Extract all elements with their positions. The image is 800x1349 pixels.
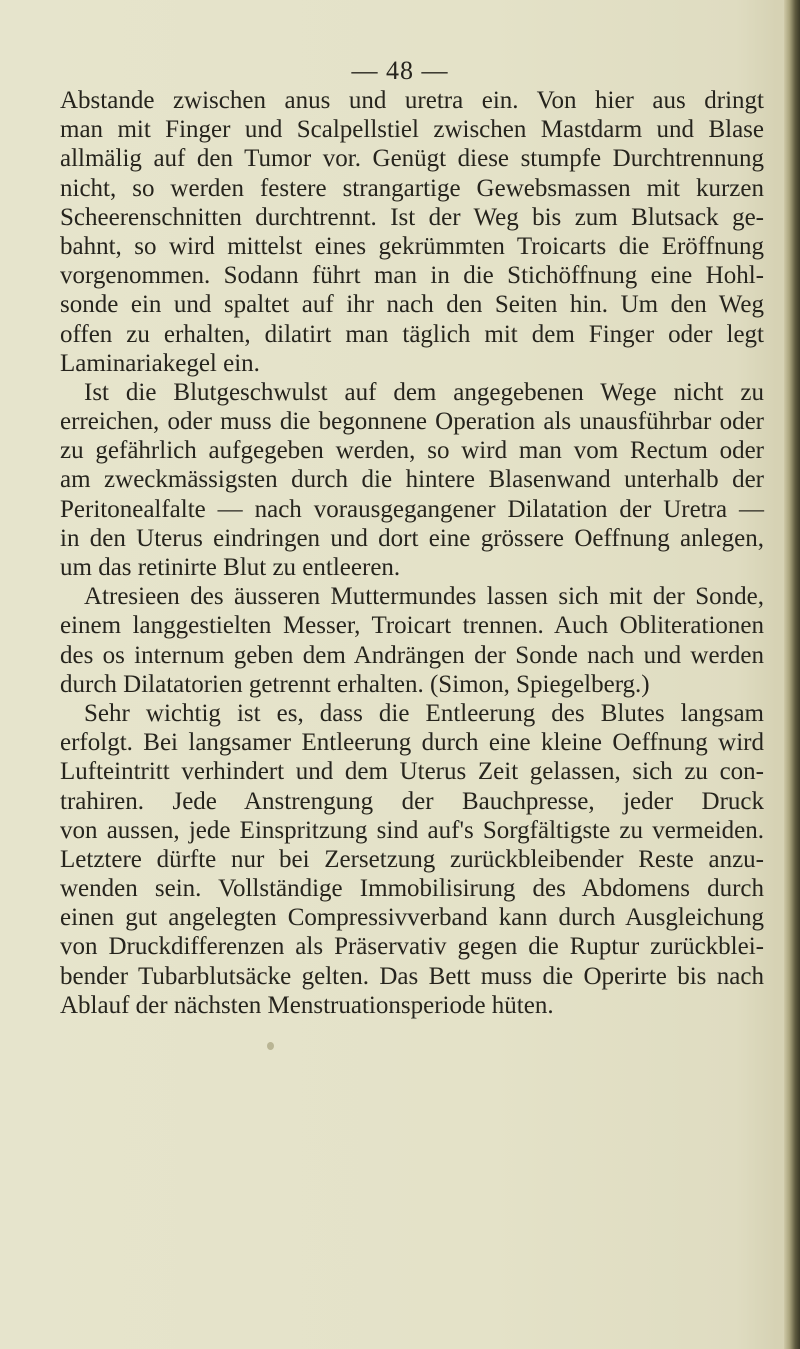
paper-stain — [267, 1042, 274, 1050]
text-line: erfolgt. Bei langsamer Entleerung durch eine kleine Oeffnung wird — [60, 729, 764, 757]
page-edge — [784, 0, 800, 1349]
text-line: des os internum geben dem Andrängen der Sonde nach und werden — [60, 641, 764, 669]
text-line: vorgenommen. Sodann führt man in die Stichöffnung eine Hohl- — [60, 262, 764, 290]
text-line: Sehr wichtig ist es, dass die Entleerung des Blutes langsam — [84, 699, 764, 727]
body-text — [60, 86, 764, 1020]
text-line: einen gut angelegten Compressivverband kann durch Ausgleichung — [60, 904, 764, 932]
text-line: von Druckdifferenzen als Präservativ gegen die Ruptur zurückblei- — [60, 933, 764, 961]
text-line: Ist die Blutgeschwulst auf dem angegebenen Wege nicht zu — [84, 378, 764, 406]
text-line: bahnt, so wird mittelst eines gekrümmten Troicarts die Eröffnung — [60, 232, 764, 260]
text-line: Ablauf der nächsten Menstruationsperiode hüten. — [60, 991, 554, 1019]
text-line: wenden sein. Vollständige Immobilisirung des Abdomens durch — [60, 875, 764, 903]
text-line: Peritonealfalte — nach vorausgegangener Dilatation der Uretra — — [60, 495, 764, 523]
text-line: Lufteintritt verhindert und dem Uterus Zeit gelassen, sich zu con- — [60, 758, 764, 786]
text-line: zu gefährlich aufgegeben werden, so wird man vom Rectum oder — [60, 437, 764, 465]
text-line: um das retinirte Blut zu entleeren. — [60, 554, 401, 581]
text-line: am zweckmässigsten durch die hintere Blasenwand unterhalb der — [60, 466, 764, 494]
text-line: Scheerenschnitten durchtrennt. Ist der Weg bis zum Blutsack ge- — [60, 203, 764, 231]
text-line: von aussen, jede Einspritzung sind auf's Sorgfältigste zu vermeiden. — [60, 816, 764, 844]
text-line: sonde ein und spaltet auf ihr nach den Seiten hin. Um den Weg — [60, 291, 764, 319]
text-line: Abstande zwischen anus und uretra ein. Von hier aus dringt — [60, 87, 764, 114]
text-line: allmälig auf den Tumor vor. Genügt diese stumpfe Durchtrennung — [60, 145, 764, 173]
text-line: durch Dilatatorien getrennt erhalten. (Simon, Spiegelberg.) — [60, 670, 650, 698]
text-line: offen zu erhalten, dilatirt man täglich mit dem Finger oder legt — [60, 320, 764, 348]
text-line: Laminariakegel ein. — [60, 349, 260, 377]
text-line: trahiren. Jede Anstrengung der Bauchpresse, jeder Druck — [60, 787, 764, 815]
text-line: man mit Finger und Scalpellstiel zwischen Mastdarm und Blase — [60, 116, 764, 144]
text-line: Letztere dürfte nur bei Zersetzung zurückbleibender Reste anzu- — [60, 845, 764, 873]
text-line: erreichen, oder muss die begonnene Operation als unausführbar oder — [60, 408, 764, 436]
text-line: nicht, so werden festere strangartige Gewebsmassen mit kurzen — [60, 174, 764, 202]
text-line: Atresieen des äusseren Muttermundes lassen sich mit der Sonde, — [84, 583, 764, 611]
text-line: bender Tubarblutsäcke gelten. Das Bett muss die Operirte bis nach — [60, 962, 764, 990]
text-line: einem langgestielten Messer, Troicart trennen. Auch Obliterationen — [60, 612, 764, 640]
text-line: in den Uterus eindringen und dort eine grössere Oeffnung anlegen, — [60, 524, 764, 552]
page-number: — 48 — — [351, 56, 449, 85]
